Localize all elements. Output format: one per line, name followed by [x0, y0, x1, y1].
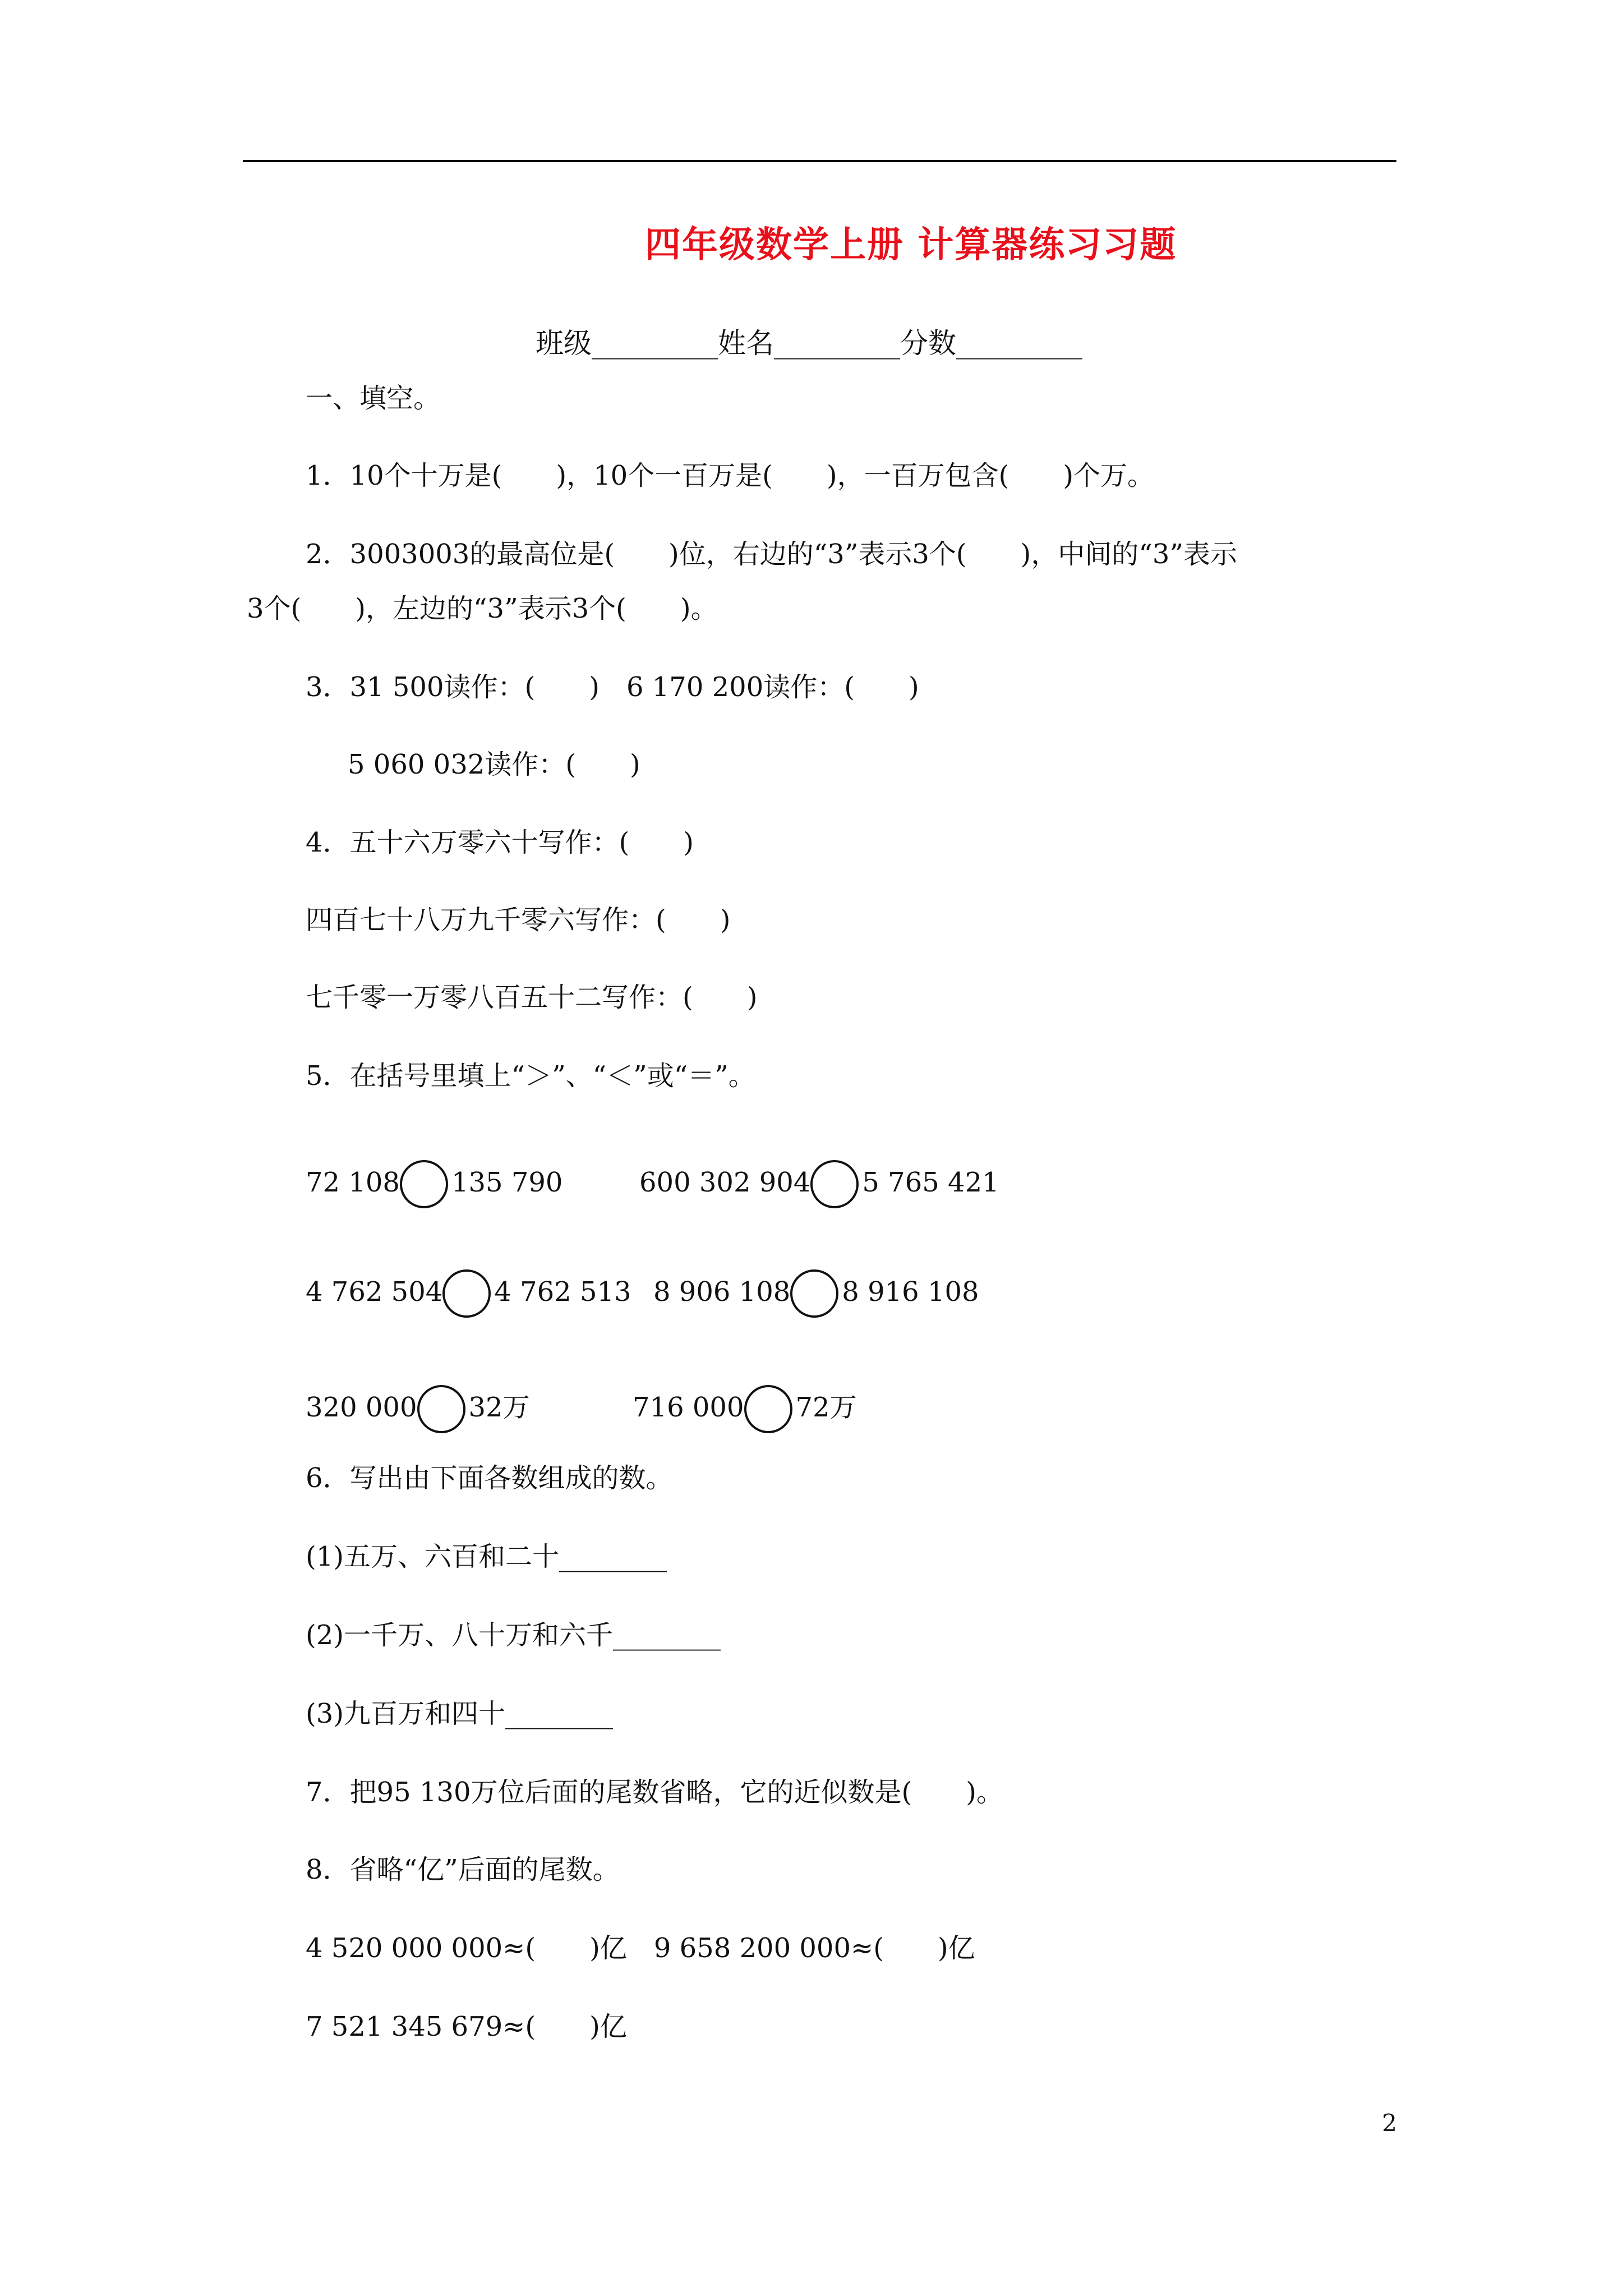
compare-right: 32万	[468, 1392, 530, 1423]
compare-row-1	[306, 1167, 562, 1198]
answer-circle[interactable]	[417, 1385, 465, 1433]
compare-left: 8 906 108	[653, 1276, 791, 1308]
question-3-line-1: 3．31 500读作：( ) 6 170 200读作：( )	[306, 671, 919, 703]
compare-right: 72万	[795, 1392, 857, 1423]
compare-left: 4 762 504	[306, 1276, 443, 1308]
question-7: 7．把95 130万位后面的尾数省略，它的近似数是( )。	[306, 1777, 1003, 1808]
compare-left: 716 000	[633, 1392, 744, 1423]
question-8-line-1: 4 520 000 000≈( )亿 9 658 200 000≈( )亿	[306, 1932, 975, 1964]
compare-row-2	[306, 1276, 631, 1308]
question-6: 6．写出由下面各数组成的数。	[306, 1462, 673, 1494]
question-8: 8．省略“亿”后面的尾数。	[306, 1854, 620, 1885]
page-number: 2	[1382, 2109, 1397, 2137]
compare-item	[653, 1276, 979, 1308]
compare-row-1b	[639, 1167, 999, 1198]
question-4-line-1: 4．五十六万零六十写作：( )	[306, 827, 694, 858]
answer-circle[interactable]	[744, 1385, 792, 1433]
question-6-1: (1)五万、六百和二十________	[306, 1541, 667, 1572]
header-rule	[243, 160, 1396, 162]
compare-row-3	[306, 1386, 530, 1424]
compare-item	[306, 1276, 631, 1308]
compare-right: 135 790	[451, 1167, 563, 1198]
question-4-line-2: 四百七十八万九千零六写作：( )	[306, 904, 731, 936]
answer-circle[interactable]	[442, 1269, 491, 1318]
section-heading: 一、填空。	[306, 383, 441, 414]
compare-right: 8 916 108	[842, 1276, 979, 1308]
question-1: 1．10个十万是( )，10个一百万是( )，一百万包含( )个万。	[306, 460, 1155, 491]
question-6-3: (3)九百万和四十________	[306, 1698, 613, 1729]
question-2-line-2: 3个( )，左边的“3”表示3个( )。	[247, 593, 718, 624]
question-2-line-1: 2．3003003的最高位是( )位，右边的“3”表示3个( )，中间的“3”表示	[306, 539, 1237, 570]
answer-circle[interactable]	[810, 1160, 859, 1208]
compare-item	[639, 1167, 999, 1198]
compare-left: 72 108	[306, 1167, 400, 1198]
compare-left: 320 000	[306, 1392, 417, 1423]
compare-item	[306, 1167, 562, 1198]
question-8-line-2: 7 521 345 679≈( )亿	[306, 2011, 627, 2042]
compare-right: 5 765 421	[862, 1167, 999, 1198]
question-3-line-2: 5 060 032读作：( )	[348, 749, 640, 780]
student-info-line: 班级_________姓名_________分数_________	[536, 327, 1082, 360]
question-5: 5．在括号里填上“＞”、“＜”或“＝”。	[306, 1060, 755, 1092]
compare-row-3b	[633, 1386, 857, 1424]
compare-right: 4 762 513	[494, 1276, 631, 1308]
compare-item	[633, 1386, 857, 1424]
question-6-2: (2)一千万、八十万和六千________	[306, 1619, 721, 1651]
answer-circle[interactable]	[790, 1269, 838, 1318]
page-title: 四年级数学上册 计算器练习习题	[645, 224, 1177, 266]
compare-item	[306, 1386, 530, 1424]
answer-circle[interactable]	[400, 1160, 448, 1208]
compare-left: 600 302 904	[639, 1167, 811, 1198]
compare-row-2b	[653, 1276, 979, 1308]
question-4-line-3: 七千零一万零八百五十二写作：( )	[306, 982, 758, 1013]
